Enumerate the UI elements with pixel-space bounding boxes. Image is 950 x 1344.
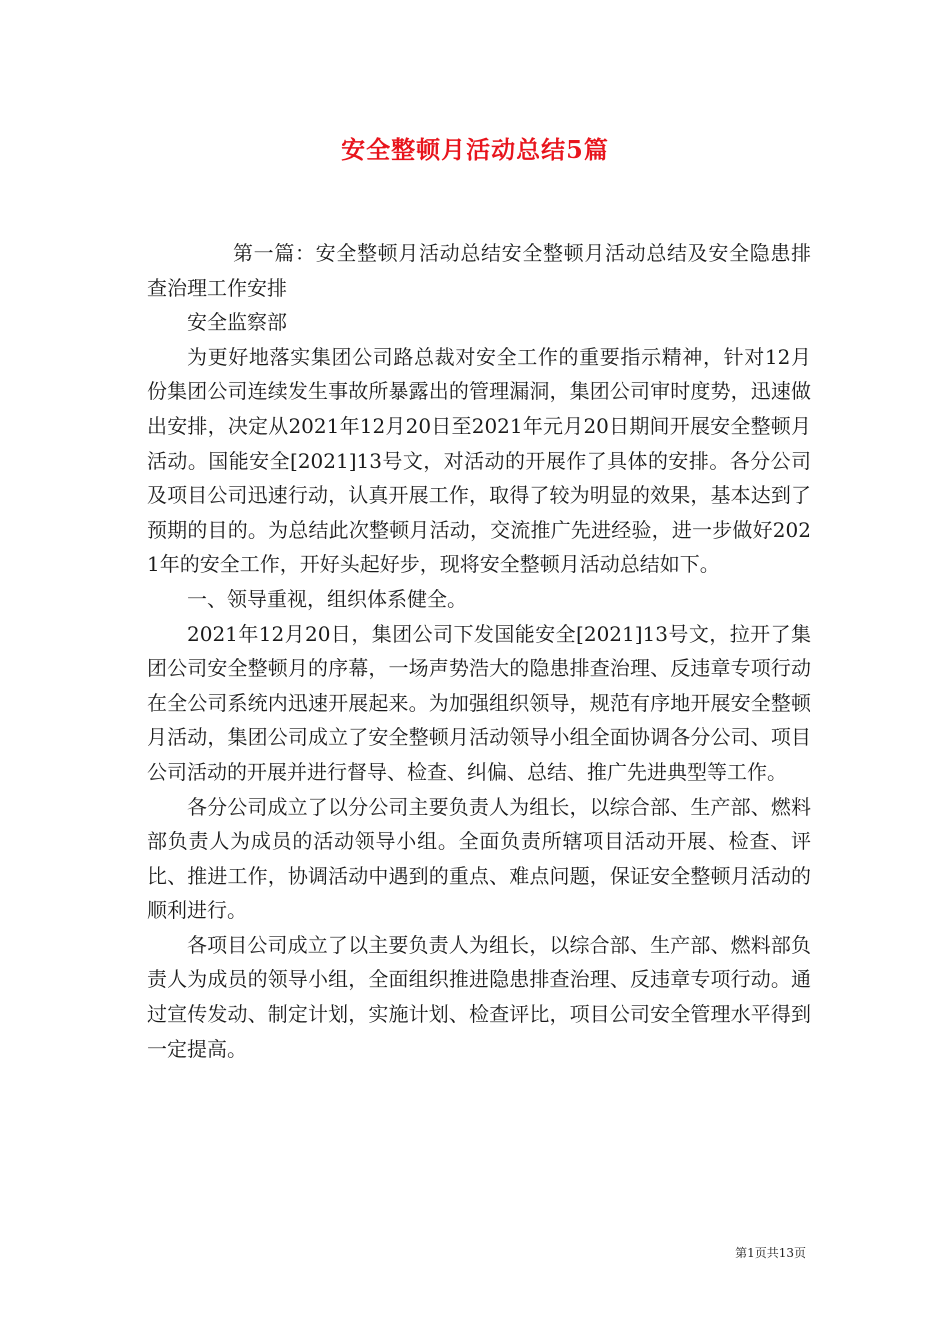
intro-paragraph: 为更好地落实集团公司路总裁对安全工作的重要指示精神，针对12月份集团公司连续发生事故所暴露出的管理漏洞，集团公司审时度势，迅速做出安排，决定从2021年12月20日至2021年元月20日期间开展安全整顿月活动。国能安全[2021]13号文，对活动的开展作了具体的安排。各分公司及项目公司迅速行动，认真开展工作，取得了较为明显的效果，基本达到了预期的目的。为总结此次整顿月活动，交流推广先进经验，进一步做好2021年的安全工作，开好头起好步，现将安全整顿月活动总结如下。 xyxy=(147,344,811,577)
body-paragraph: 各分公司成立了以分公司主要负责人为组长，以综合部、生产部、燃料部负责人为成员的活动领导小组。全面负责所辖项目活动开展、检查、评比、推进工作，协调活动中遇到的重点、难点问题，保证安全整顿月活动的顺利进行。 xyxy=(147,794,811,923)
document-title: 安全整顿月活动总结5篇 xyxy=(341,135,609,164)
page-number: 第1页共13页 xyxy=(735,1246,806,1260)
document-body xyxy=(147,236,811,1066)
body-paragraph: 2021年12月20日，集团公司下发国能安全[2021]13号文，拉开了集团公司安全整顿月的序幕，一场声势浩大的隐患排查治理、反违章专项行动在全公司系统内迅速开展起来。为加强组织领导，规范有序地开展安全整顿月活动，集团公司成立了安全整顿月活动领导小组全面协调各分公司、项目公司活动的开展并进行督导、检查、纠偏、总结、推广先进典型等工作。 xyxy=(147,621,811,784)
subheading-leadership: 一、领导重视，组织体系健全。 xyxy=(187,586,467,611)
body-paragraph: 各项目公司成立了以主要负责人为组长，以综合部、生产部、燃料部负责人为成员的领导小组，全面组织推进隐患排查治理、反违章专项行动。通过宣传发动、制定计划，实施计划、检查评比，项目公司安全管理水平得到一定提高。 xyxy=(147,932,811,1061)
section-heading: 第一篇：安全整顿月活动总结安全整顿月活动总结及安全隐患排查治理工作安排 xyxy=(147,241,811,300)
department-line: 安全监察部 xyxy=(187,310,287,335)
